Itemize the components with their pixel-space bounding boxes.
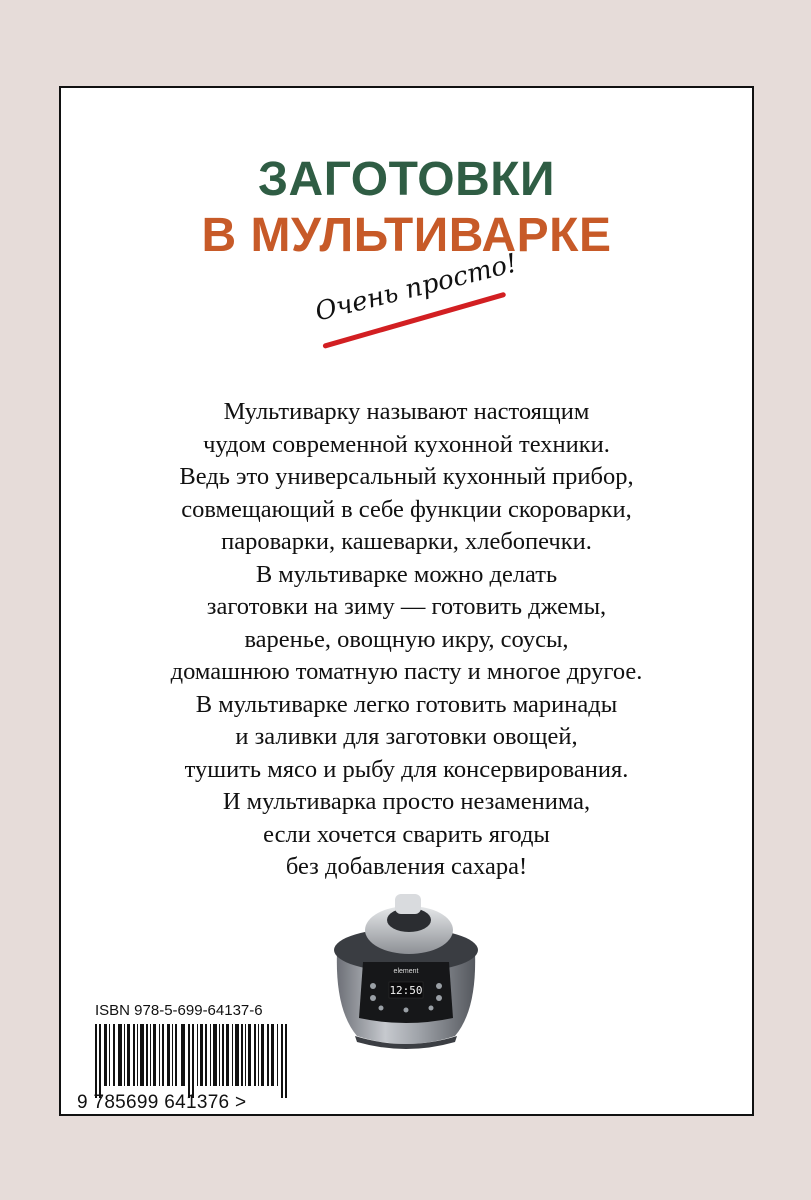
- isbn-label: ISBN 978-5-699-64137-6: [95, 1002, 263, 1019]
- description-line: И мультиварка просто незаменима,: [222, 788, 591, 815]
- description-line: без добавления сахара!: [285, 853, 528, 880]
- description-text: [81, 396, 732, 884]
- cooker-display: 12:50: [389, 984, 423, 997]
- slogan: Очень просто!: [312, 248, 521, 328]
- multicooker-image: [329, 890, 483, 1050]
- description-line: варенье, овощную икру, соусы,: [244, 625, 569, 653]
- description-line: совмещающий в себе функции скороварки,: [181, 495, 632, 523]
- title-line-1: ЗАГОТОВКИ: [257, 153, 556, 206]
- barcode: [95, 1024, 289, 1098]
- description-line: Ведь это универсальный кухонный прибор,: [179, 463, 634, 490]
- back-cover: [59, 86, 754, 1116]
- description-line: В мультиварке можно делать: [255, 560, 558, 588]
- title-line-2: В МУЛЬТИВАРКЕ: [201, 209, 612, 262]
- description-line: и заливки для заготовки овощей,: [235, 723, 578, 750]
- description-line: если хочется сварить ягоды: [263, 820, 550, 848]
- description-line: В мультиварке легко готовить маринады: [195, 690, 618, 718]
- description-line: пароварки, кашеварки, хлебопечки.: [221, 528, 592, 555]
- description-line: тушить мясо и рыбу для консервирования.: [184, 755, 629, 783]
- description-line: чудом современной кухонной техники.: [203, 430, 610, 458]
- description-line: домашнюю томатную пасту и многое другое.: [170, 658, 643, 685]
- description-line: Мультиварку называют настоящим: [223, 398, 590, 425]
- description-line: заготовки на зиму — готовить джемы,: [206, 593, 607, 620]
- cooker-brand: element: [393, 968, 419, 975]
- barcode-digits: 9 785699 641376 >: [77, 1092, 247, 1113]
